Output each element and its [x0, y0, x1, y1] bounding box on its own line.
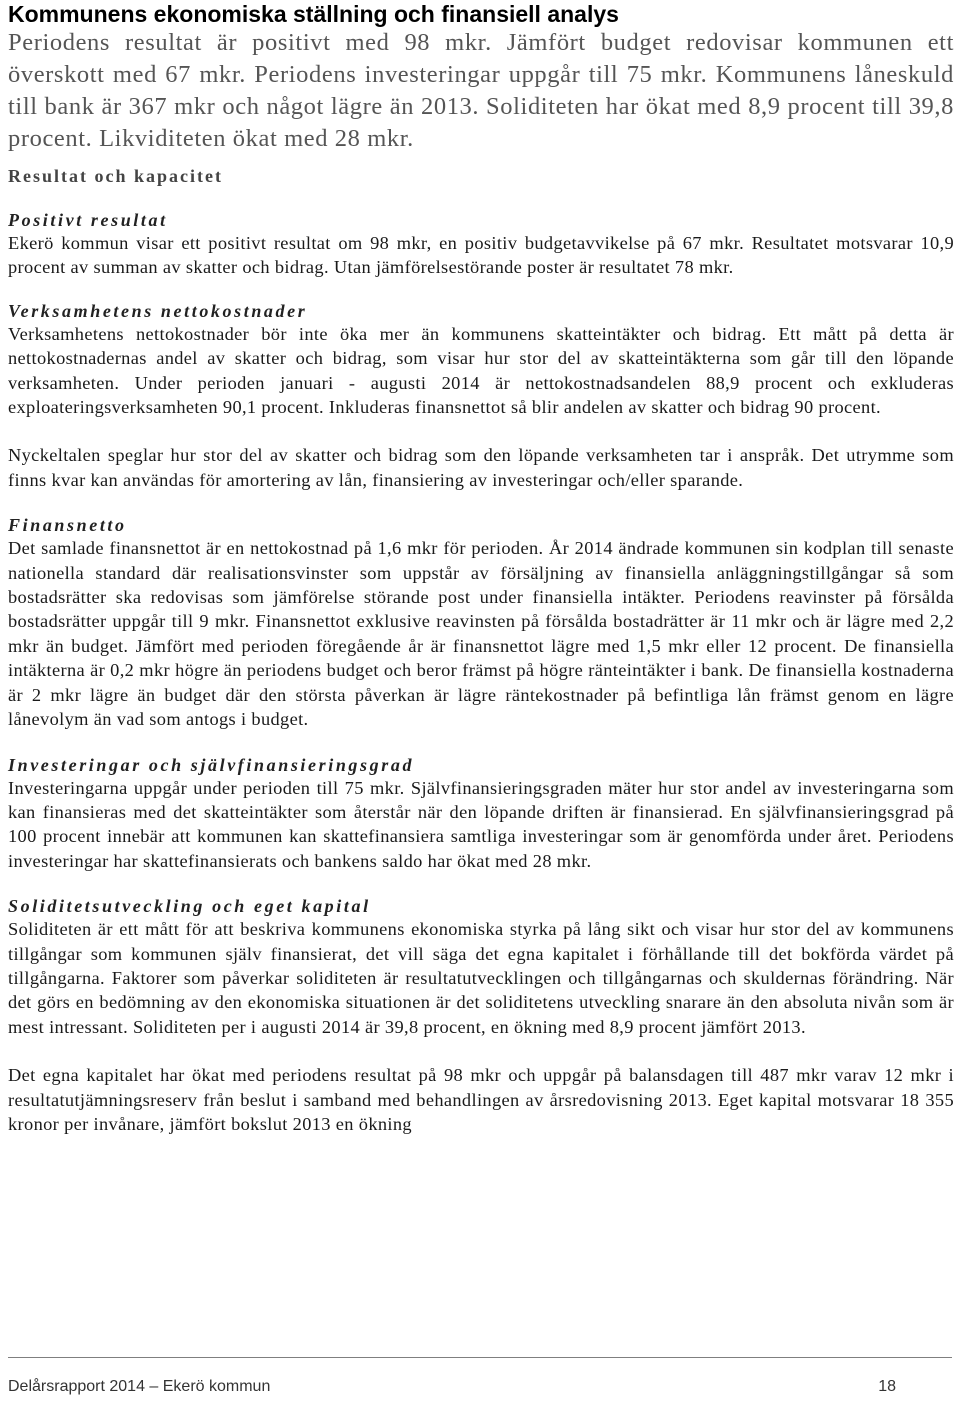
section-heading-resultat-kapacitet: Resultat och kapacitet — [8, 166, 223, 186]
heading-positivt-resultat: Positivt resultat — [8, 210, 168, 230]
paragraph-nettokostnader-2: Nyckeltalen speglar hur stor del av skatter och bidrag som den löpande verksamheten tar i anspråk. Det utrymme som finns kvar kan användas för amortering av lån, finansiering av investeringar och/eller sparande. — [8, 445, 954, 490]
paragraph-soliditet-2: Det egna kapitalet har ökat med periodens resultat på 98 mkr och uppgår på balansdagen till 487 mkr varav 12 mkr i resultatutjämningsreserv från beslut i samband med behandlingen av årsredovisning 2013. Eget kapital motsvarar 18 355 kronor per invånare, jämfört bokslut 2013 en ökning — [8, 1065, 954, 1134]
footer-page-number: 18 — [878, 1378, 896, 1395]
document-page — [8, 0, 954, 1136]
heading-soliditet: Soliditetsutveckling och eget kapital — [8, 896, 371, 917]
paragraph-investeringar: Investeringarna uppgår under perioden till 75 mkr. Självfinansieringsgraden mäter hur stor andel av investeringarna som kan finansieras med det skatteintäkter som återstår när den löpande driften är finansierad. En självfinansieringsgrad på 100 procent innebär att kommunen kan skattefinansiera samtliga investeringar som är genomförda under året. Periodens investeringar har skattefinansierats och bankens saldo har ökat med 28 mkr. — [8, 777, 954, 871]
paragraph-soliditet-1: Soliditeten är ett mått för att beskriva kommunens ekonomiska styrka på lång sikt och visar hur stor del av kommunens tillgångar som kommunen själv finansierat, det vill säga det egna kapitalet i förhållande till det bokförda värdet på tillgångarna. Faktorer som påverkar soliditeten är resultatutvecklingen och tillgångarnas och skuldernas förändring. När det görs en bedömning av den ekonomiska situationen är det soliditetens utveckling snarare än den absoluta nivån som är mest intressant. Soliditeten per i augusti 2014 är 39,8 procent, en ökning med 8,9 procent jämfört 2013. — [8, 919, 954, 1037]
heading-verksamhetens-nettokostnader: Verksamhetens nettokostnader — [8, 300, 308, 321]
footer-report-name: Delårsrapport 2014 – Ekerö kommun — [8, 1378, 271, 1395]
document-title: Kommunens ekonomiska ställning och finansiell analys — [8, 1, 619, 27]
paragraph-positivt-resultat: Ekerö kommun visar ett positivt resultat om 98 mkr, en positiv budgetavvikelse på 67 mkr. Resultatet motsvarar 10,9 procent av summan av skatter och bidrag. Utan jämförelsestörande poster är resultatet 78 mkr. — [8, 233, 954, 278]
page-footer — [8, 1357, 952, 1395]
paragraph-finansnetto: Det samlade finansnettot är en nettokostnad på 1,6 mkr för perioden. År 2014 ändrade kommunen sin kodplan till senaste nationella standard där realisationsvinster som uppstår av försäljning av finansiella anläggningstillgångar så som bostadsrätter ska redovisas som jämförelse störande post under finansiella intäkter. Periodens reavinster på försålda bostadsrätter uppgår till 9 mkr. Finansnettot exklusive reavinsten på försålda bostadrätter är 11 mkr och är lägre med 2,2 mkr än budget. Jämfört med perioden föregående år är finansnettot lägre med 1,5 mkr eller 12 procent. De finansiella intäkterna är 0,2 mkr högre än periodens budget och beror främst på högre ränteintäkter i bank. De finansiella kostnaderna är 2 mkr lägre än budget där den största påverkan är lägre räntekostnader på befintliga lån främst genom en lägre lånevolym än vad som antogs i budget. — [8, 538, 954, 730]
heading-investeringar: Investeringar och självfinansieringsgrad — [8, 754, 415, 775]
paragraph-nettokostnader-1: Verksamhetens nettokostnader bör inte öka mer än kommunens skatteintäkter och bidrag. Ett mått på detta är nettokostnadernas andel av skatter och bidrag, som visar hur stor del av skatteintäkterna som går till den löpande verksamheten. Under perioden januari - augusti 2014 är nettokostnadsandelen 88,9 procent och exkluderas exploateringsverksamheten 90,1 procent. Inkluderas finansnettot så blir andelen av skatter och bidrag 90 procent. — [8, 323, 954, 418]
intro-summary: Periodens resultat är positivt med 98 mkr. Jämfört budget redovisar kommunen ett överskott med 67 mkr. Periodens investeringar uppgår till 75 mkr. Kommunens låneskuld till bank är 367 mkr och något lägre än 2013. Soliditeten har ökat med 8,9 procent till 39,8 procent. Likviditeten ökat med 28 mkr. — [8, 29, 954, 152]
heading-finansnetto: Finansnetto — [8, 515, 127, 536]
